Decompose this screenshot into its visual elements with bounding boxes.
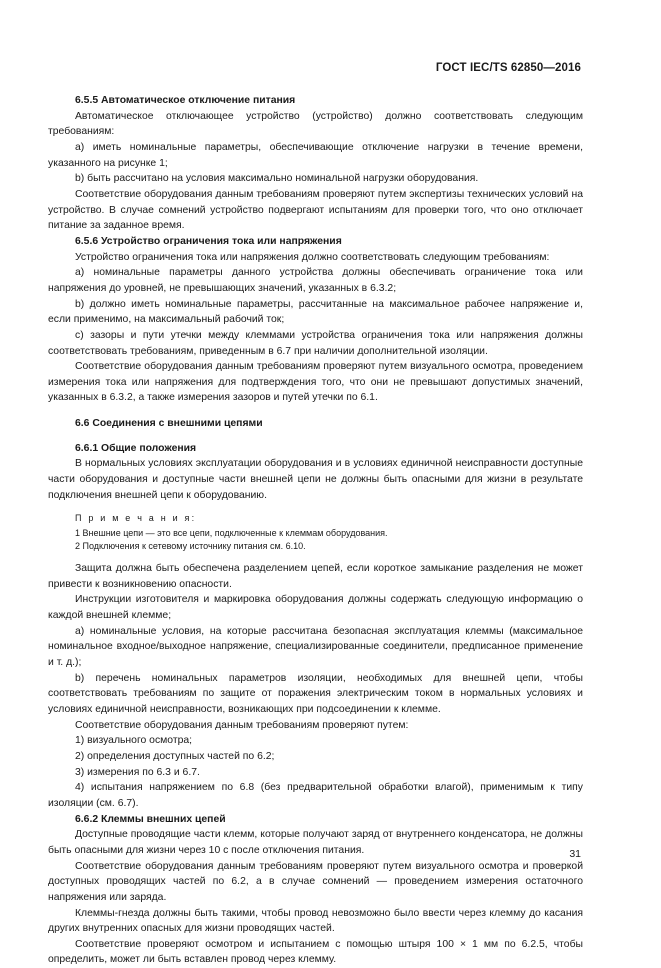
paragraph: Соответствие оборудования данным требованиям проверяют путем экспертизы технических условий на устройство. В случае сомнений устройство подвергают испытаниям для проверки того, что оно отключает питание за заданное время. [48, 188, 583, 232]
list-item: a) номинальные условия, на которые рассчитана безопасная эксплуатация клеммы (максимальное номинальное входное/выходное напряжение, специализированные соединители, предписанное применение и т. д.); [48, 625, 583, 668]
note-item: 2 Подключения к сетевому источнику питания см. 6.10. [75, 541, 306, 552]
paragraph: Соответствие оборудования данным требованиям проверяют путем: [75, 719, 409, 731]
list-item: 1) визуального осмотра; [75, 735, 193, 747]
heading-6-6-1: 6.6.1 Общие положения [75, 442, 197, 454]
paragraph: Клеммы-гнезда должны быть такими, чтобы провод невозможно было ввести через клемму до касания других внутренних опасных для жизни проводящих частей. [48, 907, 583, 935]
heading-6-6-2: 6.6.2 Клеммы внешних цепей [75, 813, 226, 825]
paragraph: Соответствие оборудования данным требованиям проверяют путем визуального осмотра, проведением измерения тока или напряжения для подтверждения того, что они не превышают допустимых значений, указанных в 6.3.2, а также измерения зазоров и путей утечки по 6.1. [48, 361, 583, 404]
list-item: 4) испытания напряжением по 6.8 (без предварительной обработки влагой), применимым к типу изоляции (см. 6.7). [48, 782, 583, 809]
paragraph: Соответствие оборудования данным требованиям проверяют путем визуального осмотра и проверкой доступных проводящих частей по 6.2, а в случае сомнений — проведением измерения остаточного напряжения или заряда. [48, 860, 583, 903]
list-item: 2) определения доступных частей по 6.2; [75, 750, 275, 762]
list-item: b) быть рассчитано на условия максимально номинальной нагрузки оборудования. [75, 173, 479, 185]
paragraph: Автоматическое отключающее устройство (устройство) должно соответствовать следующим требованиям: [48, 110, 583, 138]
list-item: b) должно иметь номинальные параметры, рассчитанные на максимальное рабочее напряжение и, если применимо, на максимальный рабочий ток; [48, 298, 583, 326]
document-header: ГОСТ IEC/TS 62850—2016 [435, 62, 581, 74]
note-item: 1 Внешние цепи — это все цепи, подключенные к клеммам оборудования. [75, 528, 388, 539]
heading-6-5-5: 6.5.5 Автоматическое отключение питания [75, 95, 296, 106]
list-item: b) перечень номинальных параметров изоляции, необходимых для внешней цепи, чтобы соответствовать требованиям по защите от поражения электрическим током в нормальных условиях и условиях единичной неисправности, возникающих при подсоединении к клемме. [48, 672, 583, 715]
notes-title: П р и м е ч а н и я: [75, 513, 197, 524]
paragraph: Устройство ограничения тока или напряжения должно соответствовать следующим требованиям: [75, 251, 550, 263]
paragraph: Доступные проводящие части клемм, которые получают заряд от внутреннего конденсатора, не должны быть опасными для жизни через 10 с после отключения питания. [48, 829, 583, 856]
paragraph: В нормальных условиях эксплуатации оборудования и в условиях единичной неисправности доступные части оборудования и доступные части внешней цепи не должны быть опасными для жизни в результате подключения внешней цепи к оборудованию. [48, 458, 583, 501]
heading-6-5-6: 6.5.6 Устройство ограничения тока или напряжения [75, 235, 342, 247]
list-item: 3) измерения по 6.3 и 6.7. [75, 766, 200, 778]
heading-6-6: 6.6 Соединения с внешними цепями [75, 418, 263, 430]
paragraph: Инструкции изготовителя и маркировка оборудования должны содержать следующую информацию о каждой внешней клемме; [48, 594, 583, 622]
list-item: c) зазоры и пути утечки между клеммами устройства ограничения тока или напряжения должны соответствовать требованиям, приведенным в 6.7 при наличии дополнительной изоляции. [48, 329, 583, 357]
paragraph: Защита должна быть обеспечена разделением цепей, если короткое замыкание разделения не может привести к возникновению опасности. [48, 563, 583, 590]
paragraph: Соответствие проверяют осмотром и испытанием с помощью штыря 100 × 1 мм по 6.2.5, чтобы определить, может ли быть вставлен провод через клемму. [48, 938, 583, 966]
document-body [48, 93, 583, 968]
page-number: 31 [569, 848, 581, 860]
list-item: a) номинальные параметры данного устройства должны обеспечивать ограничение тока или напряжения до уровней, не превышающих значений, указанных в 6.3.2; [48, 267, 583, 294]
list-item: a) иметь номинальные параметры, обеспечивающие отключение нагрузки в течение времени, указанного на рисунке 1; [48, 141, 583, 169]
